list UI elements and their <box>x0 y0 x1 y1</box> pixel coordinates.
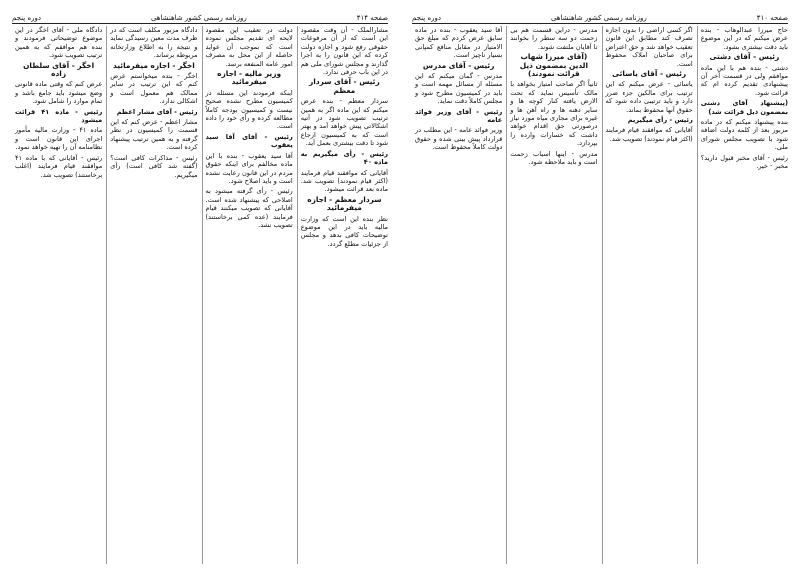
speaker-heading: رئیس - آقای سردار معظم <box>309 77 380 95</box>
page-header <box>412 8 788 24</box>
text-column <box>412 26 502 564</box>
paragraph: رئیس - رأی میگیریم به ماده ۴۰ <box>300 149 388 167</box>
paragraph: رئیس - مذاکرات کافی است؟ (گفته شد کافی است) رأی میگیریم. <box>110 153 198 179</box>
newspaper-title: روزنامه رسمی کشور شاهنشاهی <box>550 14 647 22</box>
paragraph: رئیس - آقای مخبر قبول دارید؟ مخبر - خیر. <box>700 153 788 171</box>
text-column <box>297 26 388 564</box>
speaker-heading: رئیس - آقای دشتی <box>709 52 780 62</box>
paragraph: مدرس - اینها اسباب زحمت است و باید ملاحظه شود. <box>510 149 598 167</box>
columns <box>12 26 388 564</box>
page-number: صفحه ۴۱۰ <box>756 14 788 22</box>
page-header <box>12 8 388 24</box>
paragraph: رئیس - آقای وزیر فوائد عامه <box>415 107 503 125</box>
paragraph: رئیس - آقایانی که با ماده ۴۱ موافقند قیام فرمایند (اغلب برخاستند) تصویب شد. <box>15 153 103 179</box>
paragraph: آقا سید یعقوب - بنده با این ماده مخالفم برای اینکه حقوق مردم در این قانون رعایت نشده است و باید اصلاح شود. <box>205 151 293 185</box>
paragraph: دادگاه مزبور مکلف است که در ظرف مدت معین رسیدگی نماید و نتیجه را به اطلاع وزارتخانه مربوطه برساند. <box>110 26 198 60</box>
paragraph: دادگاه ملی - آقای اخگر در این موضوع توضیحاتی فرمودند و بنده هم موافقم که به همین ترتیب تصویب شود. <box>15 26 103 60</box>
page-left <box>4 0 396 570</box>
paragraph: ماده ۴۱ - وزارت مالیه مأمور اجرای این قانون است و نظامنامه آن را تهیه خواهد نمود. <box>15 126 103 152</box>
speaker-heading: اخگر - آقای سلطان زاده <box>23 60 95 79</box>
paragraph: مدرس - دراین قسمت هم بی زحمت دو سه سطر را بخوانند تا آقایان ملتفت شوند. <box>510 26 598 51</box>
text-column <box>697 26 788 564</box>
text-column <box>506 26 597 564</box>
newspaper-title: روزنامه رسمی کشور شاهنشاهی <box>150 14 247 22</box>
period-label: دوره پنجم <box>12 14 42 22</box>
paragraph: اخگر - بنده میخواستم عرض کنم که این ترتیب در سایر ممالک هم معمول است و اشکالی ندارد. <box>110 72 198 106</box>
text-column <box>202 26 293 564</box>
speaker-heading: سردار معظم - اجازه میفرمائید <box>307 194 382 213</box>
text-column <box>12 26 102 564</box>
speaker-heading: (آقای میرزا شهاب الدین بمضمون ذیل قرائت نمودند) <box>519 52 588 79</box>
paragraph: مشار اعظم - عرض کنم که این قسمت را کمیسیون در نظر گرفته و به همین ترتیب پیشنهاد کرده است. <box>110 118 198 152</box>
paragraph: عرض کنم که وقتی ماده قانونی وضع میشود باید جامع باشد و تمام موارد را شامل شود. <box>15 80 103 106</box>
paragraph: اینکه فرمودند این مسئله در کمیسیون مطرح نشده صحیح نیست و کمیسیون بودجه کاملاً مطالعه کرده و رأی خود را داده است. <box>205 88 293 131</box>
paragraph: آقایانی که موافقند قیام فرمایند (اکثر قیام نمودند) تصویب شد. <box>605 126 693 143</box>
paragraph: وزیر فوائد عامه - این مطلب در قرارداد پیش بینی شده و حقوق دولت کاملاً محفوظ است. <box>415 126 503 152</box>
speaker-heading: اخگر - اجازه میفرمائید <box>113 60 195 70</box>
paragraph: رئیس - ماده ۴۱ قرائت میشود <box>15 107 103 125</box>
paragraph: (پیشنهاد آقای دشتی بمضمون ذیل قرائت شد) <box>700 99 788 116</box>
paragraph: رئیس - رأی میگیریم <box>627 116 693 125</box>
paragraph: رئیس - رأی گرفته میشود به اصلاحی که پیشنهاد شده است. آقایانی که تصویب میکنند قیام فرمایند (عده کمی برخاستند) تصویب نشد. <box>205 187 293 229</box>
speaker-heading: وزیر مالیه - اجازه میفرمائید <box>217 69 282 87</box>
paragraph: رئیس - آقای آقا سید یعقوب <box>205 132 293 150</box>
period-label: دوره پنجم <box>412 14 442 22</box>
paragraph: حاج میرزا عبدالوهاب - بنده عرض میکنم که در این موضوع باید دقت بیشتری بشود. <box>700 26 788 51</box>
paragraph: سردار معظم - بنده عرض میکنم که این ماده اگر به همین ترتیب تصویب شود در آتیه اشکالاتی پیش خواهد آمد و بهتر است که به کمیسیون ارجاع شود تا دقت بیشتری بعمل آید. <box>300 97 388 148</box>
page-right <box>404 0 796 570</box>
paragraph: مشارالملک - آن وقت مقصود این است که از آن مرفوعات حقوقی رفع شود و اجازه دولت کرده که این قانون را به اجرا گذارند و مجلس شورای ملی هم در این باب حرفی ندارد. <box>300 26 388 77</box>
paragraph: آقا سید یعقوب - بنده در ماده سابق عرض کردم که مبلغ حق الامتیاز در مقابل منافع کمپانی بسیار ناچیز است. <box>415 26 503 60</box>
text-column <box>106 26 197 564</box>
columns <box>412 26 788 564</box>
paragraph: بنده پیشنهاد میکنم که در ماده مزبور بعد از کلمه دولت اضافه شود با تصویب مجلس شورای ملی. <box>700 118 788 152</box>
paragraph: مدرس - گمان میکنم که این مسئله از مسائل مهمه است و باید در کمیسیون مطرح شود و مجلس کاملاً دقت نماید. <box>415 72 503 106</box>
paragraph: دولت در تعقیب این مقصود لایحه ای تقدیم مجلس نموده است که بموجب آن عواید حاصله از این محل به مصرف امور عامه المنفعه برسد. <box>205 26 293 68</box>
paragraph: یاسائی - عرض میکنم که این ترتیب برای مالکین جزء ضرر دارد و باید ترتیبی داده شود که حقوق آنها محفوظ بماند. <box>605 80 693 114</box>
paragraph: آقایانی که موافقند قیام فرمایند (اکثر قیام نمودند) تصویب شد. ماده بعد قرائت میشود. <box>300 168 388 194</box>
paragraph: رئیس - آقای مشار اعظم <box>116 107 198 116</box>
text-column <box>602 26 693 564</box>
speaker-heading: رئیس - آقای یاسائی <box>612 69 687 79</box>
page-number: صفحه ۴۱۴ <box>356 14 388 22</box>
paragraph: ثانیاً اگر صاحب امتیاز بخواهد با مالک تأسیس نماید که تحت الارض یافته کنار کوچه ها و سایر دهنه ها و راه آهن ها و غیره برای مجاری میاه مورد نیاز درصورتی حق اقدام خواهد داشت که خسارات وارده را بپردازد. <box>510 80 598 148</box>
paragraph: اگر کسی اراضی را بدون اجازه تصرف کند مطابق این قانون تعقیب خواهد شد و حق اعتراض برای صاحبان املاک محفوظ است. <box>605 26 693 68</box>
paragraph: دشتی - بنده هم با این ماده موافقم ولی در قسمت آخر آن پیشنهادی تقدیم کرده ام که قرائت شود. <box>700 63 788 97</box>
speaker-heading: رئیس - آقای مدرس <box>422 60 495 70</box>
paragraph: نظر بنده این است که وزارت مالیه باید در این موضوع توضیحات کافی بدهد و مجلس از جزئیات مطلع گردد. <box>300 214 388 248</box>
